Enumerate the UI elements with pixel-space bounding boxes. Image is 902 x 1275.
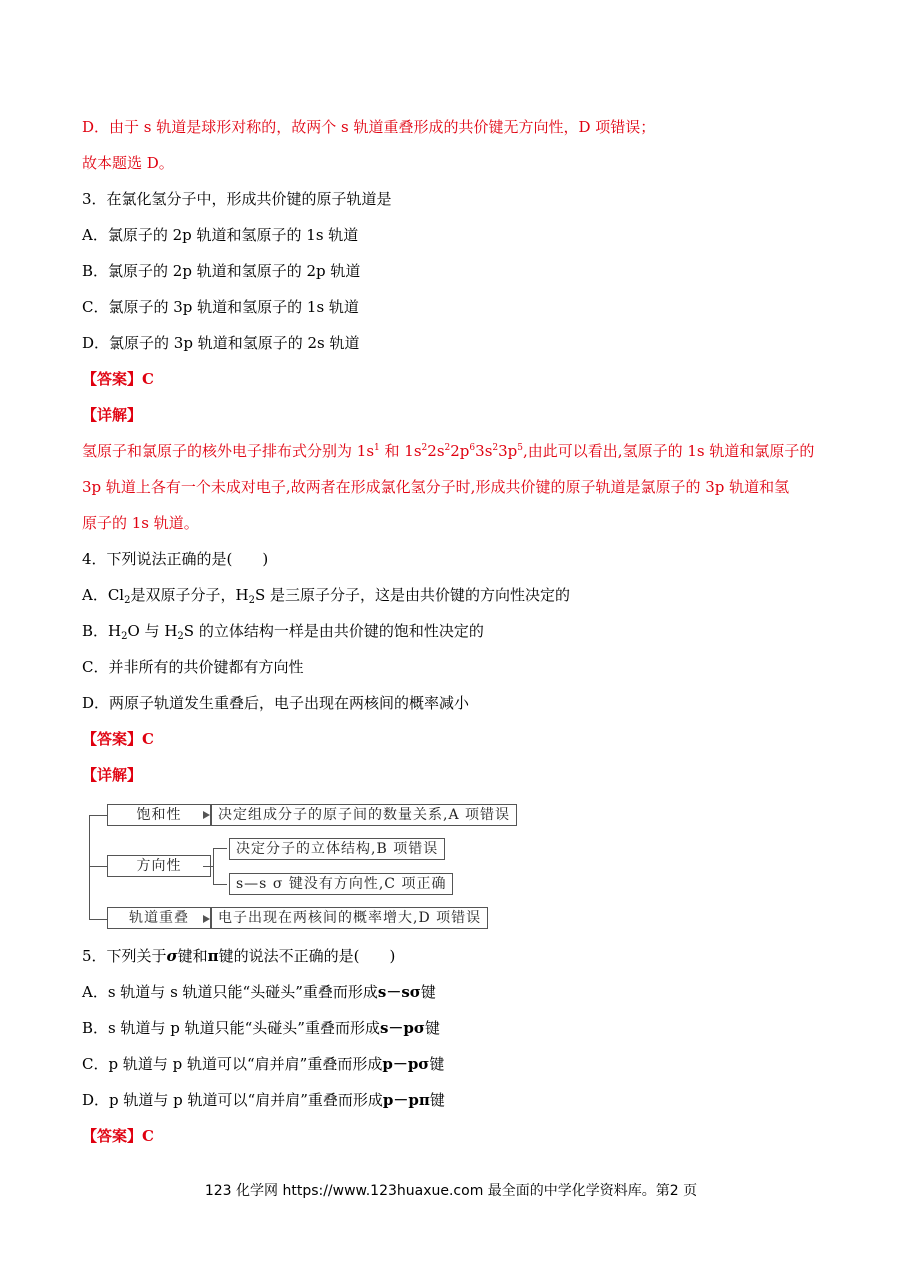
saturation-box: 饱和性 <box>107 804 211 826</box>
overlap-box: 轨道重叠 <box>107 907 211 929</box>
q3-explain-tag: 【详解】 <box>82 406 143 424</box>
direction-box: 方向性 <box>107 855 211 877</box>
q4-option-a: A．$Cl_2$是双原子分子，$H_2S$ 是三原子分子，这是由共价键的方向性决定的 <box>82 586 570 606</box>
q5-answer <box>82 1126 154 1146</box>
q4-stem: 4．下列说法正确的是( ) <box>82 550 269 568</box>
q3-option-a: A．氯原子的 2p 轨道和氢原子的 1s 轨道 <box>82 226 359 244</box>
arrow-icon <box>203 915 210 923</box>
arrow-icon <box>203 811 210 819</box>
answer-value: C <box>142 730 154 748</box>
q2-option-d-explanation: D．由于 s 轨道是球形对称的，故两个 s 轨道重叠形成的共价键无方向性，D 项错误； <box>82 118 656 136</box>
saturation-note-box: 决定组成分子的原子间的数量关系,A 项错误 <box>211 804 517 826</box>
answer-tag: 【答案】 <box>82 730 143 748</box>
q3-option-b: B．氯原子的 2p 轨道和氢原子的 2p 轨道 <box>82 262 361 280</box>
q5-option-b: B．s 轨道与 p 轨道只能“头碰头”重叠而形成s－pσ键 <box>82 1019 440 1037</box>
q4-explain-tag: 【详解】 <box>82 766 143 784</box>
answer-tag: 【答案】 <box>82 1127 143 1145</box>
q3-stem: 3．在氯化氢分子中，形成共价键的原子轨道是 <box>82 190 392 208</box>
q4-option-c: C．并非所有的共价键都有方向性 <box>82 658 304 676</box>
q5-stem: 5．下列关于σ键和π键的说法不正确的是( ) <box>82 947 396 965</box>
answer-value: C <box>142 370 154 388</box>
q4-option-b: B．$H_2O$ 与 $H_2S$ 的立体结构一样是由共价键的饱和性决定的 <box>82 622 484 642</box>
bond-property-diagram <box>85 803 545 933</box>
q3-explain-line3: 原子的 1s 轨道。 <box>82 514 199 532</box>
page-footer: 123 化学网 https://www.123huaxue.com 最全面的中学化学资料库。第2 页 <box>204 1183 698 1199</box>
q5-option-c: C．p 轨道与 p 轨道可以“肩并肩”重叠而形成p－pσ键 <box>82 1055 445 1073</box>
q3-answer <box>82 369 154 389</box>
q3-option-c: C．氯原子的 3p 轨道和氢原子的 1s 轨道 <box>82 298 359 316</box>
q5-option-d: D．p 轨道与 p 轨道可以“肩并肩”重叠而形成p－pπ键 <box>82 1091 445 1109</box>
q4-answer <box>82 729 154 749</box>
answer-value: C <box>142 1127 154 1145</box>
q5-option-a: A．s 轨道与 s 轨道只能“头碰头”重叠而形成s－sσ键 <box>82 983 436 1001</box>
q2-conclusion: 故本题选 D。 <box>82 154 174 172</box>
direction-note1-box: 决定分子的立体结构,B 项错误 <box>229 838 445 860</box>
q3-explain-line2: 3p 轨道上各有一个未成对电子,故两者在形成氯化氢分子时,形成共价键的原子轨道是氯原子的 3p 轨道和氢 <box>82 478 790 496</box>
q3-option-d: D．氯原子的 3p 轨道和氢原子的 2s 轨道 <box>82 334 360 352</box>
q3-explain-line1: 氢原子和氯原子的核外电子排布式分别为 $1s^1$ 和 $1s^22s^22p^63s^23p^5$,由此可以看出,氢原子的 1s 轨道和氯原子的 <box>82 442 815 460</box>
overlap-note-box: 电子出现在两核间的概率增大,D 项错误 <box>211 907 488 929</box>
answer-tag: 【答案】 <box>82 370 143 388</box>
q4-option-d: D．两原子轨道发生重叠后，电子出现在两核间的概率减小 <box>82 694 470 712</box>
direction-note2-box: s—s σ 键没有方向性,C 项正确 <box>229 873 453 895</box>
